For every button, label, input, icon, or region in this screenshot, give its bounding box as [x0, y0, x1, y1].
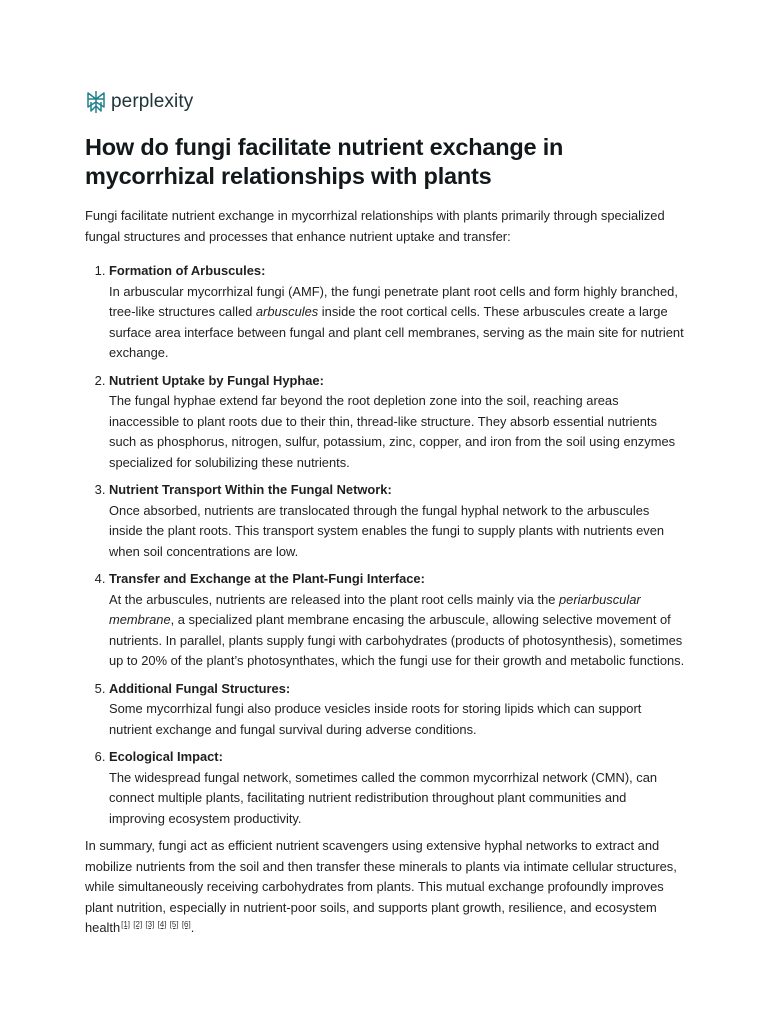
- list-item-body: The fungal hyphae extend far beyond the root depletion zone into the soil, reaching areas inaccessible to plant roots due to their thin, thread-like structure. They absorb essential nutrients such as phosphorus, nitrogen, sulfur, potassium, zinc, copper, and iron from the soil using enzymes specialized for solubilizing these nutrients.: [109, 393, 676, 470]
- citation-link[interactable]: [2]: [133, 919, 143, 929]
- list-item: [109, 480, 685, 562]
- list-item-heading: Nutrient Uptake by Fungal Hyphae:: [109, 372, 324, 388]
- citation-link[interactable]: [3]: [145, 919, 155, 929]
- list-item-body: [109, 282, 685, 364]
- list-item: [109, 261, 685, 364]
- citation-link[interactable]: [4]: [157, 919, 167, 929]
- list-item-body: [109, 590, 685, 672]
- citation-link[interactable]: [1]: [121, 919, 131, 929]
- body-text: , a specialized plant membrane encasing the arbuscule, allowing selective movement of nutrients. In parallel, plants supply fungi with carbohydrates (products of photosynthesis), sometimes up to 20% of the plant’s photosynthates, which the fungi use for their growth and metabolic functions.: [109, 612, 685, 668]
- brand-header: [85, 88, 685, 116]
- summary-text: In summary, fungi act as efficient nutrient scavengers using extensive hyphal networks to extract and mobilize nutrients from the soil and then transfer these minerals to plants via intimate cellular structures, while simultaneously receiving carbohydrates from plants. This mutual exchange profoundly improves plant nutrition, especially in nutrient-poor soils, and supports plant growth, resilience, and ecosystem health: [85, 838, 677, 935]
- list-item: [109, 371, 685, 474]
- list-item: [109, 679, 685, 741]
- citation-link[interactable]: [6]: [181, 919, 191, 929]
- emphasis-term: arbuscules: [255, 304, 319, 319]
- list-item: [109, 569, 685, 672]
- list-item-body: Some mycorrhizal fungi also produce vesicles inside roots for storing lipids which can support nutrient exchange and fungal survival during adverse conditions.: [109, 701, 642, 737]
- document-page: [85, 88, 685, 939]
- list-item-heading: Formation of Arbuscules:: [109, 263, 266, 278]
- points-list: [85, 261, 685, 829]
- emphasis-term: periarbuscular membrane: [109, 591, 641, 627]
- list-item-heading: Nutrient Transport Within the Fungal Network:: [109, 482, 392, 497]
- body-text: inside the root cortical cells. These arbuscules create a large surface area interface between fungal and plant cell membranes, serving as the main site for nutrient exchange.: [109, 304, 684, 360]
- list-item-heading: Transfer and Exchange at the Plant-Fungi Interface:: [109, 571, 425, 586]
- list-item-body: The widespread fungal network, sometimes called the common mycorrhizal network (CMN), can connect multiple plants, facilitating nutrient redistribution throughout plant communities and improving ecosystem productivity.: [109, 769, 658, 826]
- list-item-heading: Additional Fungal Structures:: [109, 680, 291, 696]
- summary-paragraph: [85, 836, 685, 939]
- citation-link[interactable]: [5]: [169, 919, 179, 929]
- perplexity-logo-icon: [85, 90, 107, 114]
- body-text: In arbuscular mycorrhizal fungi (AMF), the fungi penetrate plant root cells and form highly branched, tree-like structures called: [109, 283, 678, 319]
- page-title: How do fungi facilitate nutrient exchange in mycorrhizal relationships with plants: [85, 134, 564, 189]
- citation-group: [120, 920, 191, 929]
- list-item-body: Once absorbed, nutrients are translocated through the fungal hyphal network to the arbuscules inside the plant roots. This transport system enables the fungi to supply plants with nutrients even when soil concentrations are low.: [109, 502, 665, 559]
- brand-name: perplexity: [111, 91, 194, 112]
- list-item: [109, 747, 685, 829]
- body-text: At the arbuscules, nutrients are released into the plant root cells mainly via the: [109, 591, 559, 607]
- summary-end: .: [190, 920, 195, 935]
- list-item-heading: Ecological Impact:: [109, 749, 223, 764]
- intro-paragraph: Fungi facilitate nutrient exchange in mycorrhizal relationships with plants primarily through specialized fungal structures and processes that enhance nutrient uptake and transfer:: [85, 208, 665, 244]
